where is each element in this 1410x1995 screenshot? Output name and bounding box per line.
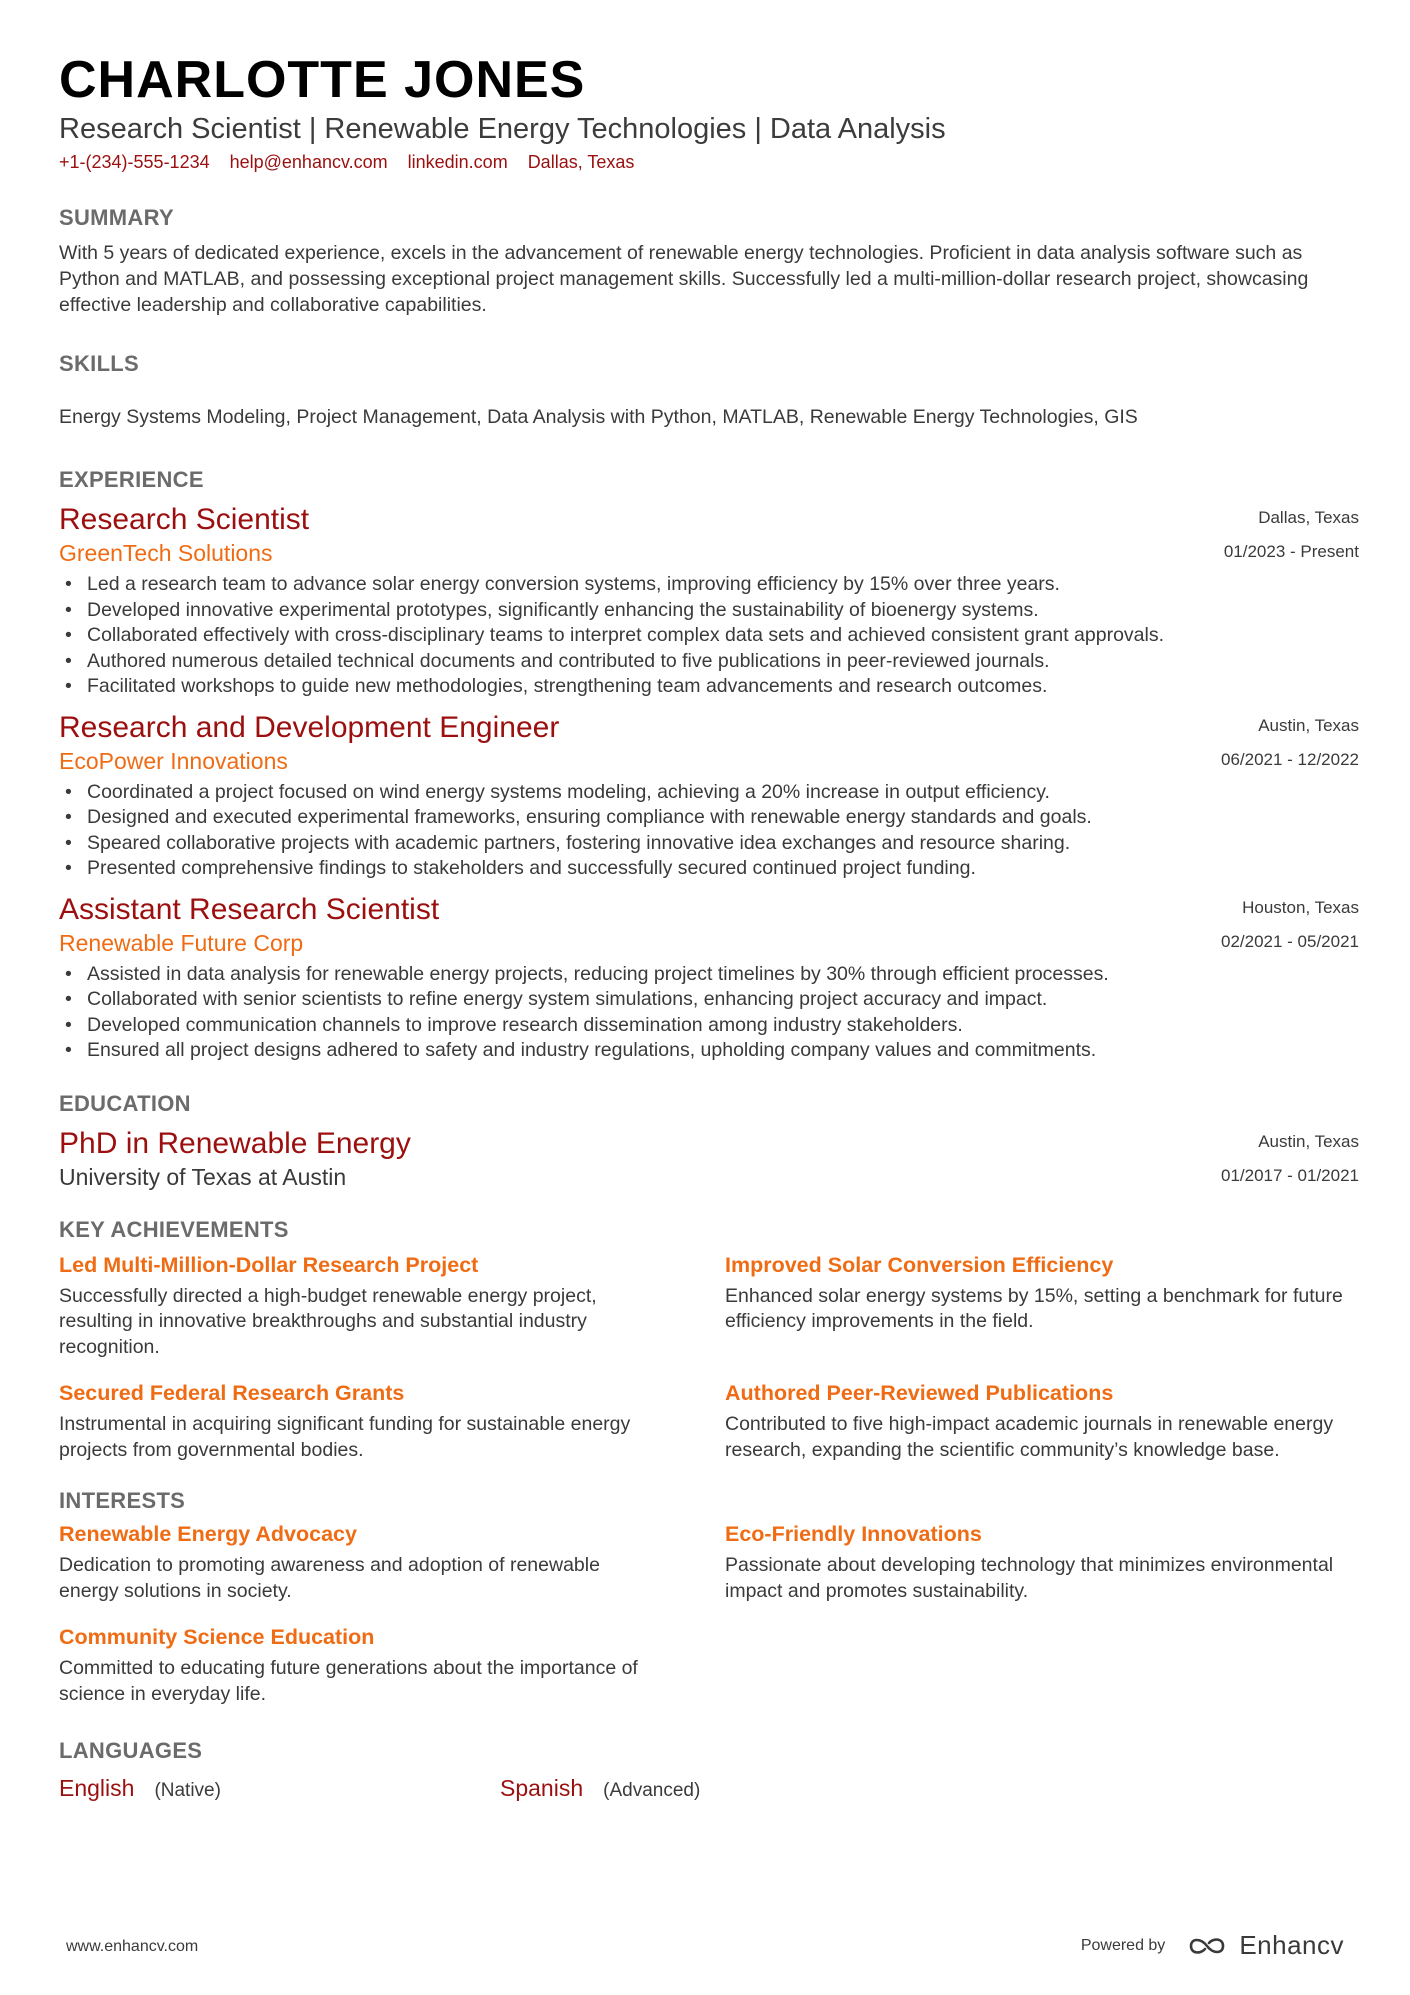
interest-desc: Committed to educating future generations about the importance of science in everyday life. (59, 1657, 638, 1705)
bullet-item: • Developed innovative experimental prototypes, significantly enhancing the sustainability of bioenergy systems. (59, 598, 1359, 624)
language-item (500, 1775, 941, 1802)
achievement-desc: Instrumental in acquiring significant funding for sustainable energy projects from governmental bodies. (59, 1413, 631, 1461)
powered-by-text: Powered by (1080, 1936, 1166, 1954)
brand-name: Enhancv (1239, 1930, 1344, 1960)
section-title: LANGUAGES (59, 1738, 203, 1763)
job-title: Research and Development Engineer (59, 710, 560, 744)
achievement-desc: Contributed to five high-impact academic journals in renewable energy research, expanding the scientific community’s knowledge base. (725, 1413, 1334, 1461)
achievement-title: Led Multi-Million-Dollar Research Project (59, 1252, 479, 1277)
interest-item (725, 1519, 1355, 1604)
interest-desc: Dedication to promoting awareness and adoption of renewable energy solutions in society. (59, 1554, 600, 1602)
header (59, 50, 1359, 174)
company-name: Renewable Future Corp (59, 929, 304, 956)
footer-url-link[interactable]: www.enhancv.com (66, 1938, 199, 1955)
language-level: (Native) (154, 1780, 221, 1801)
languages-list (59, 1775, 1359, 1802)
job-title: Assistant Research Scientist (59, 892, 440, 926)
bullet-item: • Designed and executed experimental frameworks, ensuring compliance with renewable energy standards and goals. (59, 805, 1359, 831)
language-item (59, 1775, 500, 1802)
achievement-desc: Enhanced solar energy systems by 15%, setting a benchmark for future efficiency improvements in the field. (725, 1284, 1343, 1332)
summary-text: With 5 years of dedicated experience, excels in the advancement of renewable energy technologies. Proficient in data analysis software such as Python and MATLAB, and possessing exceptional project management skills. Successfully led a multi-million-dollar research project, showcasing effective leadership and collaborative capabilities. (59, 242, 1309, 316)
languages-section (59, 1737, 1359, 1802)
achievement-item (725, 1250, 1355, 1361)
entry-location: Austin, Texas (1258, 715, 1359, 735)
section-title: SKILLS (59, 351, 140, 376)
entry-dates: 06/2021 - 12/2022 (1220, 749, 1359, 769)
experience-entry (59, 502, 1359, 700)
resume-page (59, 50, 1359, 1802)
achievement-title: Secured Federal Research Grants (59, 1381, 405, 1405)
location-text: Dallas, Texas (527, 152, 635, 172)
achievement-title: Authored Peer-Reviewed Publications (725, 1381, 1114, 1405)
experience-entry (59, 892, 1359, 1064)
achievements-section (59, 1216, 1359, 1482)
entry-location: Austin, Texas (1258, 1131, 1359, 1151)
bullet-list (59, 780, 1359, 882)
school-name: University of Texas at Austin (59, 1163, 347, 1190)
language-level: (Advanced) (603, 1780, 701, 1801)
enhancv-logo[interactable] (1183, 1930, 1344, 1961)
interest-title: Eco-Friendly Innovations (725, 1522, 982, 1546)
language-name: Spanish (500, 1775, 584, 1801)
interest-title: Renewable Energy Advocacy (59, 1522, 357, 1546)
entry-dates: 01/2023 - Present (1223, 542, 1359, 561)
interest-item (59, 1519, 659, 1604)
section-title: EXPERIENCE (59, 467, 204, 492)
bullet-item: • Speared collaborative projects with academic partners, fostering innovative idea exchanges and resource sharing. (59, 831, 1359, 857)
bullet-item: • Facilitated workshops to guide new methodologies, strengthening team advancements and research outcomes. (59, 674, 1359, 700)
experience-section (59, 466, 1359, 1064)
email-link[interactable]: help@enhancv.com (229, 152, 388, 172)
education-section (59, 1090, 1359, 1192)
entry-location: Houston, Texas (1242, 897, 1359, 917)
bullet-item: • Authored numerous detailed technical documents and contributed to five publications in peer-reviewed journals. (59, 649, 1359, 675)
bullet-item: • Ensured all project designs adhered to safety and industry regulations, upholding company values and commitments. (59, 1038, 1359, 1064)
summary-section (59, 204, 1359, 318)
headline: Research Scientist | Renewable Energy Technologies | Data Analysis (59, 113, 946, 145)
company-name: EcoPower Innovations (59, 747, 288, 774)
entry-dates: 02/2021 - 05/2021 (1220, 931, 1359, 951)
bullet-item: • Collaborated effectively with cross-disciplinary teams to interpret complex data sets and achieved consistent grant approvals. (59, 623, 1359, 649)
interest-desc: Passionate about developing technology that minimizes environmental impact and promotes sustainability. (725, 1554, 1334, 1602)
achievement-item (59, 1250, 659, 1361)
bullet-list (59, 572, 1359, 700)
footer-branding (1081, 1930, 1344, 1961)
section-title: EDUCATION (59, 1090, 191, 1116)
entry-location: Dallas, Texas (1258, 508, 1359, 527)
bullet-item: • Developed communication channels to improve research dissemination among industry stakeholders. (59, 1013, 1359, 1039)
skills-section (59, 350, 1359, 430)
contact-row (59, 150, 1359, 174)
achievements-grid (59, 1250, 1359, 1482)
enhancv-logo-icon (1183, 1933, 1231, 1959)
interests-section (59, 1487, 1359, 1725)
experience-entry (59, 710, 1359, 882)
achievement-item (59, 1378, 659, 1463)
language-name: English (59, 1775, 135, 1801)
interests-grid (59, 1519, 1359, 1725)
candidate-name: CHARLOTTE JONES (59, 51, 586, 109)
education-entry (59, 1126, 1359, 1192)
degree-title: PhD in Renewable Energy (59, 1126, 411, 1160)
achievement-title: Improved Solar Conversion Efficiency (725, 1252, 1114, 1277)
job-title: Research Scientist (59, 503, 310, 536)
interest-title: Community Science Education (59, 1625, 375, 1649)
bullet-item: • Led a research team to advance solar energy conversion systems, improving efficiency by 15% over three years. (59, 572, 1359, 598)
section-title: INTERESTS (59, 1488, 186, 1513)
footer (66, 1928, 1344, 1968)
phone-link[interactable]: +1-(234)-555-1234 (59, 152, 210, 172)
linkedin-link[interactable]: linkedin.com (407, 152, 508, 172)
achievement-item (725, 1378, 1355, 1463)
bullet-item: • Assisted in data analysis for renewable energy projects, reducing project timelines by 30% through efficient processes. (59, 962, 1359, 988)
section-title: SUMMARY (59, 205, 174, 230)
bullet-item: • Coordinated a project focused on wind energy systems modeling, achieving a 20% increase in output efficiency. (59, 780, 1359, 806)
bullet-item: • Presented comprehensive findings to stakeholders and successfully secured continued project funding. (59, 856, 1359, 882)
entry-dates: 01/2017 - 01/2021 (1220, 1165, 1359, 1185)
achievement-desc: Successfully directed a high-budget renewable energy project, resulting in innovative breakthroughs and substantial industry recognition. (59, 1284, 597, 1358)
bullet-list (59, 962, 1359, 1064)
section-title: KEY ACHIEVEMENTS (59, 1216, 289, 1242)
company-name: GreenTech Solutions (59, 540, 273, 566)
bullet-item: • Collaborated with senior scientists to refine energy system simulations, enhancing project accuracy and impact. (59, 987, 1359, 1013)
interest-item (59, 1622, 659, 1707)
skills-text: Energy Systems Modeling, Project Management, Data Analysis with Python, MATLAB, Renewable Energy Technologies, GIS (59, 406, 1138, 428)
